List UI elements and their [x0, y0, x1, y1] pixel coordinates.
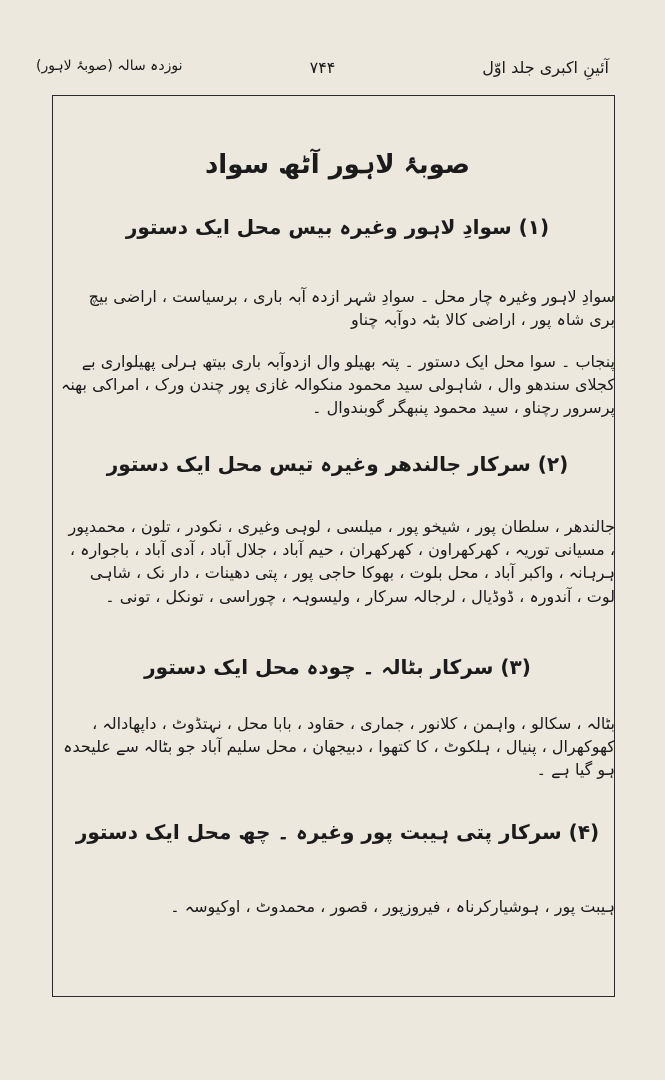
- section-3-heading: (۳) سرکار بٹالہ ۔ چودہ محل ایک دستور: [144, 655, 531, 679]
- section-4-heading: (۴) سرکار پتی ہیبت پور وغیرہ ۔ چھ محل ایک دستور: [75, 820, 600, 844]
- section-1-paragraph-2: پنجاب ۔ سوا محل ایک دستور ۔ پتہ بھیلو وال ازدوآبہ باری بیتھ ہرلی پھیلواری بے کجلای سندھو وال ، شاہولی سید محمود منکوالہ غازی پور چندن ورک ، امراکی بھنہ پرسرور رچناو ، سید محمود پنبھگر گوبندوال ۔: [60, 352, 615, 418]
- section-3-paragraph-1: بٹالہ ، سکالو ، واہمن ، کلانور ، جماری ، حقاود ، بابا محل ، نہتڈوٹ ، داپھادالہ ، کھوکھرال ، پنیال ، ہلکوٹ ، کا کتھوا ، دبیجھان ، محل سلیم آباد جو بٹالہ سے علیحدہ ہو گیا ہے ۔: [63, 714, 615, 780]
- section-2-heading: (۲) سرکار جالندھر وغیرہ تیس محل ایک دستور: [106, 452, 569, 476]
- section-4-paragraph-1: ہیبت پور ، ہوشیارکرناہ ، فیروزپور ، قصور ، محمدوٹ ، اوکیوسہ ۔: [170, 897, 615, 916]
- page-number: ۷۴۴: [309, 58, 336, 77]
- page-title: صوبۂ لاہور آٹھ سواد: [204, 150, 471, 180]
- chapter-header: نوزدہ سالہ (صوبۂ لاہور): [36, 58, 183, 74]
- section-1-heading: (۱) سوادِ لاہور وغیرہ بیس محل ایک دستور: [125, 215, 550, 239]
- section-2-paragraph-1: جالندھر ، سلطان پور ، شیخو پور ، میلسی ، لوہی وغیری ، نکودر ، تلون ، محمدپور ، مسیانی توریہ ، کھرکھراون ، کھرکھران ، حیم آباد ، جلال آباد ، آدی آباد ، باجوارہ ، ہرہانہ ، واکبر آباد ، محل بلوت ، بھوکا حاجی پور ، پتی دھینات ، دار نک ، شاہی لوت ، آندورہ ، ڈوڈیال ، لرجالہ سرکار ، ولیسوہہ ، چوراسی ، تونکل ، تونی ۔: [68, 517, 615, 606]
- running-head: [30, 58, 615, 86]
- section-1-paragraph-1: سوادِ لاہور وغیرہ چار محل ۔ سوادِ شہر ازدہ آبہ باری ، برسیاست ، اراضی بیچ بری شاہ پور ، اراضی کالا بٹہ دوآبہ چناو: [88, 287, 615, 330]
- book-title-header: آئینِ اکبری جلد اوّل: [482, 58, 609, 77]
